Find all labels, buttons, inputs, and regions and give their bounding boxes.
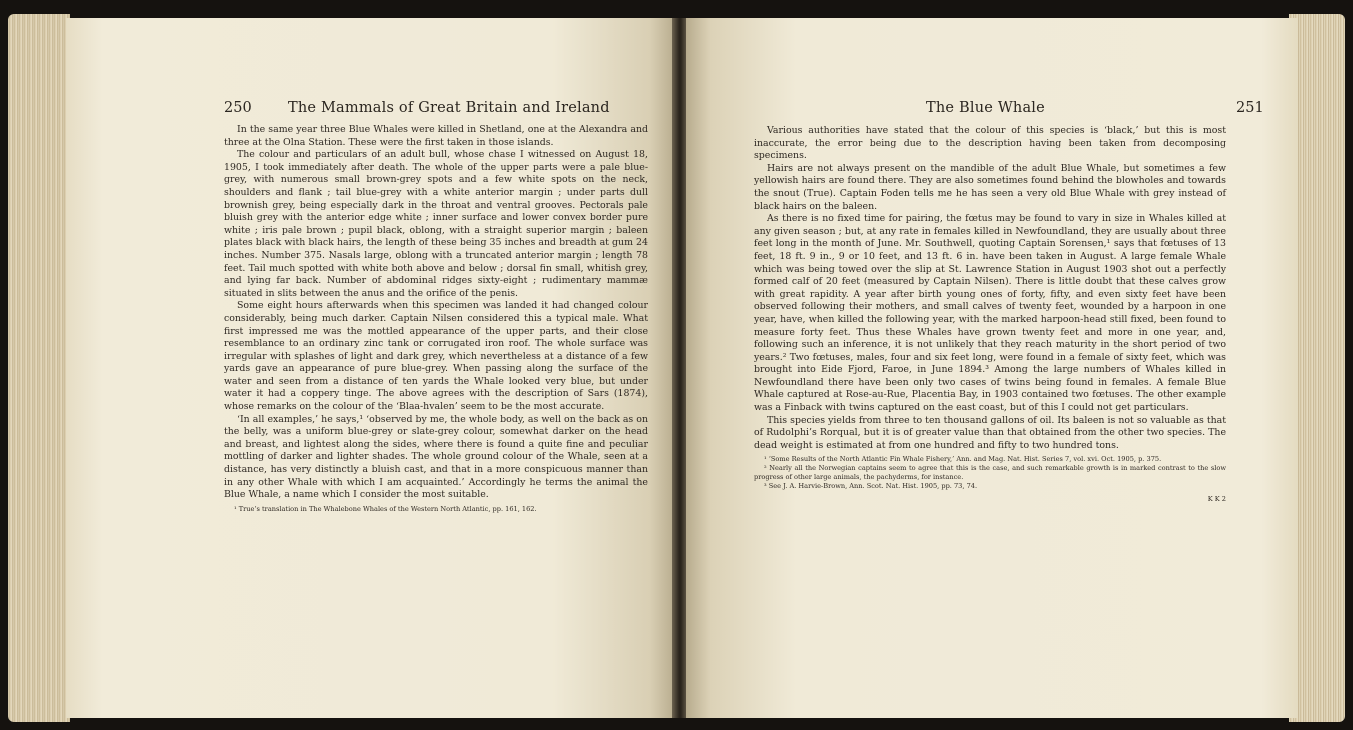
footnotes-left [224, 505, 648, 514]
paragraph: Some eight hours afterwards when this specimen was landed it had changed colour considerably, being much darker. Captain Nilsen considered this a typical male. What first impressed me was the mottled appearance of the upper parts, and their close resemblance to an ordinary zinc tank or corrugated iron roof. The whole surface was irregular with splashes of light and dark grey, which nevertheless at a distance of a few yards gave an appearance of pure blue-grey. When passing along the surface of the water and seen from a distance of ten yards the Whale looked very blue, but under water it had a coppery tinge. The above agrees with the description of Sars (1874), whose remarks on the colour of the ‘Blaa-hvalen’ seem to be the most accurate. [224, 300, 648, 413]
paragraph: Hairs are not always present on the mandible of the adult Blue Whale, but sometimes a few yellowish hairs are found there. They are also sometimes found behind the blowholes and towards the snout (True). Captain Foden tells me he has seen a very old Blue Whale with grey instead of black hairs on the baleen. [754, 162, 1226, 212]
paragraph: Various authorities have stated that the colour of this species is ‘black,’ but this is most inaccurate, the error being due to the description having been taken from decomposing specimens. [754, 125, 1226, 162]
left-page-body [224, 124, 648, 514]
page-number-left: 250 [224, 100, 252, 116]
running-header-left: The Mammals of Great Britain and Ireland [288, 100, 610, 116]
left-page [66, 18, 674, 718]
footnotes-right [754, 455, 1226, 491]
running-header-right: The Blue Whale [926, 100, 1045, 116]
right-page-body [754, 125, 1226, 506]
paragraph: The colour and particulars of an adult bull, whose chase I witnessed on August 18, 1905, I took immediately after death. The whole of the upper parts were a pale blue-grey, with numerous small brown-grey spots and a few white spots on the neck, shoulders and flank ; tail blue-grey with a white anterior margin ; under parts dull brownish grey, being especially dark in the throat and ventral grooves. Pectorals pale bluish grey with the anterior edge white ; inner surface and lower convex border pure white ; iris pale brown ; pupil black, oblong, with a straight superior margin ; baleen plates black with black hairs, the length of these being 35 inches and breadth at gum 24 inches. Number 375. Nasals large, oblong with a truncated anterior margin ; length 78 feet. Tail much spotted with white both above and below ; dorsal fin small, whitish grey, and lying far back. Number of abdominal ridges sixty-eight ; rudimentary mammæ situated in slits between the anus and the orifice of the penis. [224, 149, 648, 299]
paragraph: In the same year three Blue Whales were killed in Shetland, one at the Alexandra and three at the Olna Station. These were the first taken in those islands. [224, 124, 648, 148]
page-number-right: 251 [1236, 100, 1264, 116]
footnote: ² Nearly all the Norwegian captains seem to agree that this is the case, and such remarkable growth is in marked contrast to the slow progress of other large animals, the pachyderms, for instance. [754, 464, 1226, 482]
footnote: ¹ True’s translation in The Whalebone Whales of the Western North Atlantic, pp. 161, 162. [234, 504, 537, 513]
left-page-edges [8, 14, 70, 722]
paragraph: This species yields from three to ten thousand gallons of oil. Its baleen is not so valuable as that of Rudolphi’s Rorqual, but it is of greater value than that obtained from the other two species. The dead weight is estimated at from one hundred and fifty to two hundred tons. [754, 414, 1226, 451]
paragraph: ‘In all examples,’ he says,¹ ‘observed by me, the whole body, as well on the back as on the belly, was a uniform blue-grey or slate-grey colour, somewhat darker on the head and breast, and lightest along the sides, where there is found a quite fine and peculiar mottling of darker and lighter shades. The whole ground colour of the Whale, seen at a distance, has very distinctly a bluish cast, and that in a more conspicuous manner than in any other Whale with which I am acquainted.’ Accordingly he terms the animal the Blue Whale, a name which I consider the most suitable. [224, 413, 648, 501]
signature-mark: K K 2 [1207, 495, 1226, 504]
footnote: ¹ ‘Some Results of the North Atlantic Fin Whale Fishery,’ Ann. and Mag. Nat. Hist. Series 7, vol. xvi. Oct. 1905, p. 375. [764, 455, 1162, 464]
paragraph: As there is no fixed time for pairing, the fœtus may be found to vary in size in Whales killed at any given season ; but, at any rate in females killed in Newfoundland, they are usually about three feet long in the month of June. Mr. Southwell, quoting Captain Sorensen,¹ says that fœtuses of 13 feet, 18 ft. 9 in., 9 or 10 feet, and 13 ft. 6 in. have been taken in August. A large female Whale which was being towed over the slip at St. Lawrence Station in August 1903 shot out a perfectly formed calf of 20 feet (measured by Captain Nilsen). There is little doubt that these calves grow with great rapidity. A year after birth young ones of forty, fifty, and even sixty feet have been observed following their mothers, and small calves of twenty feet, wounded by a harpoon in one year, have, when killed the following year, with the marked harpoon-head still fixed, been found to measure forty feet. Thus these Whales have grown twenty feet and more in one year, and, following such an inference, it is not unlikely that they reach maturity in the short period of two years.² Two fœtuses, males, four and six feet long, were found in a female of sixty feet, which was brought into Eide Fjord, Faroe, in June 1894.³ Among the large numbers of Whales killed in Newfoundland there have been only two cases of twins being found in females. A female Blue Whale captured at Rose-au-Rue, Placentia Bay, in 1903 contained two fœtuses. The other example was a Finback with twins captured on the east coast, but of this I could not get particulars. [754, 213, 1226, 414]
right-page [686, 18, 1298, 718]
footnote: ³ See J. A. Harvie-Brown, Ann. Scot. Nat. Hist. 1905, pp. 73, 74. [764, 482, 978, 491]
